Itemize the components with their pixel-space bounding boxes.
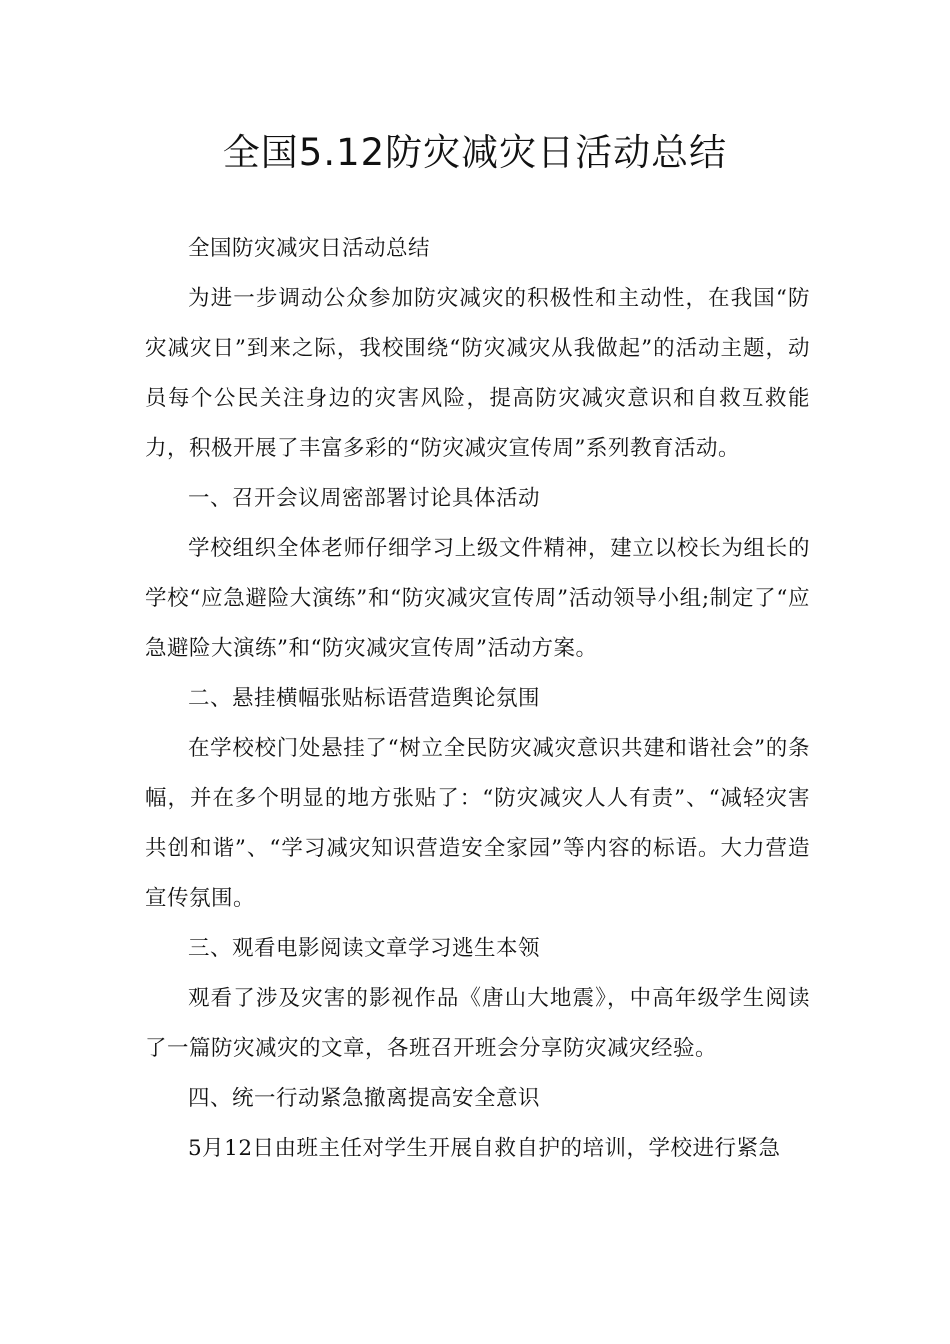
paragraph-section-3: 观看了涉及灾害的影视作品《唐山大地震》，中高年级学生阅读了一篇防灾减灾的文章，各班召开班会分享防灾减灾经验。 bbox=[145, 986, 810, 1061]
section-heading-4: 四、统一行动紧急撤离提高安全意识 bbox=[188, 1086, 541, 1111]
paragraph-intro: 为进一步调动公众参加防灾减灾的积极性和主动性，在我国“防灾减灾日”到来之际，我校围绕“防灾减灾从我做起”的活动主题，动员每个公民关注身边的灾害风险，提高防灾减灾意识和自救互救能力，积极开展了丰富多彩的“防灾减灾宣传周”系列教育活动。 bbox=[145, 286, 810, 461]
paragraph-section-4: 5月12日由班主任对学生开展自救自护的培训，学校进行紧急 bbox=[188, 1136, 781, 1161]
paragraph-section-1: 学校组织全体老师仔细学习上级文件精神，建立以校长为组长的学校“应急避险大演练”和“防灾减灾宣传周”活动领导小组;制定了“应急避险大演练”和“防灾减灾宣传周”活动方案。 bbox=[145, 536, 810, 661]
paragraph-section-2: 在学校校门处悬挂了“树立全民防灾减灾意识共建和谐社会”的条幅，并在多个明显的地方张贴了：“防灾减灾人人有责”、“减轻灾害共创和谐”、“学习减灾知识营造安全家园”等内容的标语。大力营造宣传氛围。 bbox=[145, 736, 810, 911]
section-heading-1: 一、召开会议周密部署讨论具体活动 bbox=[188, 486, 541, 511]
document-body bbox=[145, 224, 810, 1174]
section-heading-3: 三、观看电影阅读文章学习逃生本领 bbox=[188, 936, 541, 961]
section-heading-2: 二、悬挂横幅张贴标语营造舆论氛围 bbox=[188, 686, 541, 711]
document-title: 全国5.12防灾减灾日活动总结 bbox=[222, 131, 728, 174]
paragraph-subtitle: 全国防灾减灾日活动总结 bbox=[188, 236, 431, 261]
